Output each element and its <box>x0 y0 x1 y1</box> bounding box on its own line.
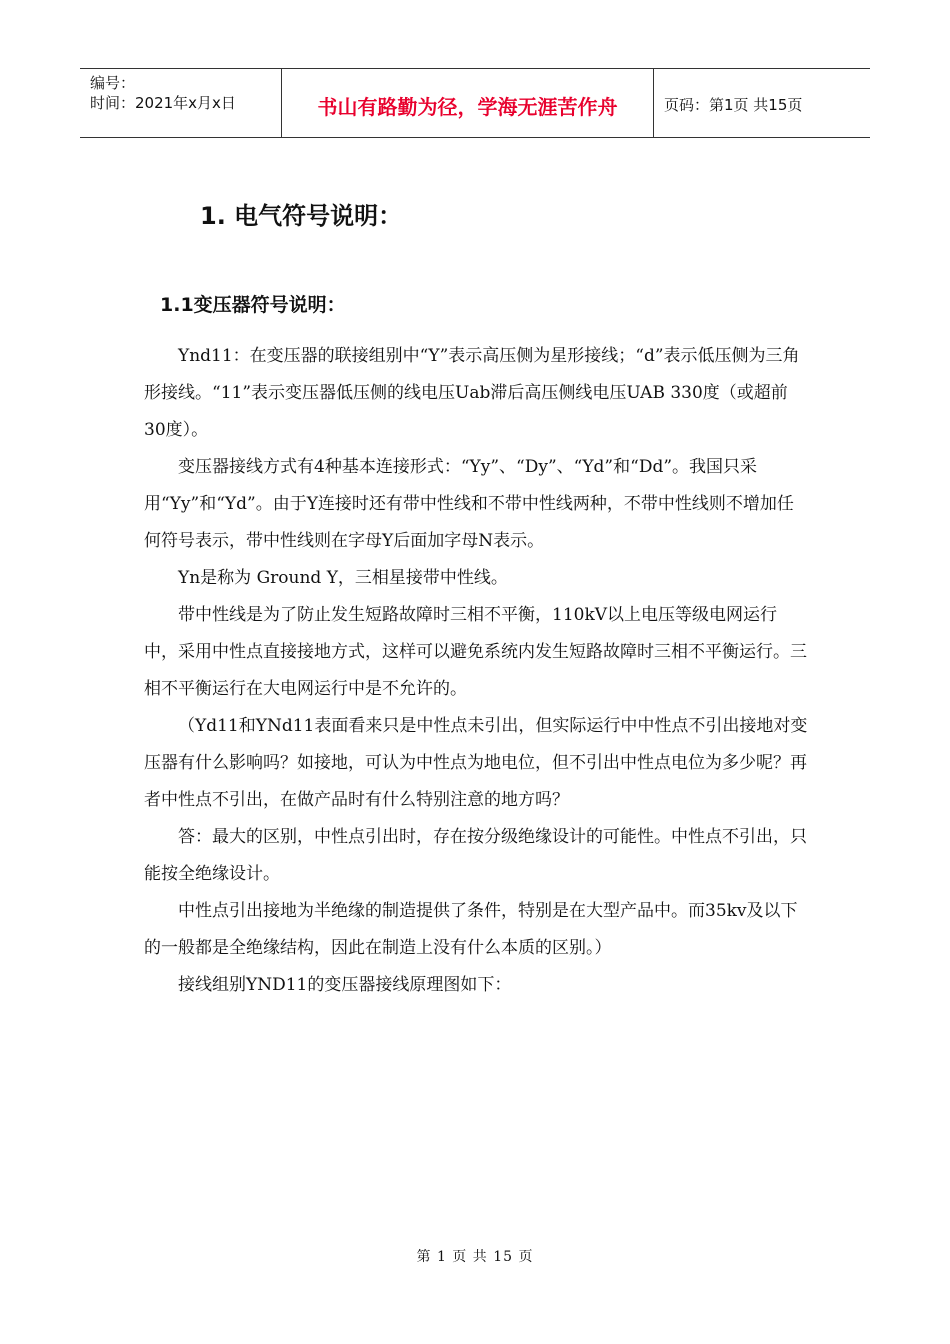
paragraph: Yn是称为 Ground Y，三相星接带中性线。 <box>178 568 508 588</box>
document-date: 时间：2021年x月x日 <box>90 94 236 112</box>
body-text <box>144 338 808 1004</box>
paragraph: 带中性线是为了防止发生短路故障时三相不平衡，110kV以上电压等级电网运行中，采用中性点直接接地方式，这样可以避免系统内发生短路故障时三相不平衡运行。三相不平衡运行在大电网运行中是不允许的。 <box>144 605 807 699</box>
paragraph: （Yd11和YNd11表面看来只是中性点未引出，但实际运行中中性点不引出接地对变压器有什么影响吗？如接地，可认为中性点为地电位，但不引出中性点电位为多少呢？再者中性点不引出，在做产品时有什么特别注意的地方吗？ <box>144 716 808 810</box>
header-table <box>80 68 870 138</box>
page-footer: 第 1 页 共 15 页 <box>416 1249 534 1265</box>
header-page-info: 页码：第1页 共15页 <box>664 95 803 114</box>
paragraph: 答：最大的区别，中性点引出时，存在按分级绝缘设计的可能性。中性点不引出，只能按全绝缘设计。 <box>144 827 807 884</box>
paragraph: Ynd11：在变压器的联接组别中“Y”表示高压侧为星形接线；“d”表示低压侧为三角形接线。“11”表示变压器低压侧的线电压Uab滞后高压侧线电压UAB 330度（或超前30度）。 <box>144 346 800 440</box>
paragraph: 接线组别YND11的变压器接线原理图如下： <box>178 975 512 995</box>
paragraph: 中性点引出接地为半绝缘的制造提供了条件，特别是在大型产品中。而35kv及以下的一般都是全绝缘结构，因此在制造上没有什么本质的区别。） <box>144 901 798 958</box>
section-heading: 1. 电气符号说明： <box>200 202 403 230</box>
header-meta <box>80 69 282 137</box>
paragraph: 变压器接线方式有4种基本连接形式：“Yy”、“Dy”、“Yd”和“Dd”。我国只采用“Yy”和“Yd”。由于Y连接时还有带中性线和不带中性线两种，不带中性线则不增加任何符号表示，带中性线则在字母Y后面加字母N表示。 <box>144 457 794 551</box>
subsection-heading: 1.1变压器符号说明： <box>160 294 346 316</box>
header-motto: 书山有路勤为径，学海无涯苦作舟 <box>282 69 654 137</box>
document-number-label: 编号： <box>90 74 136 92</box>
